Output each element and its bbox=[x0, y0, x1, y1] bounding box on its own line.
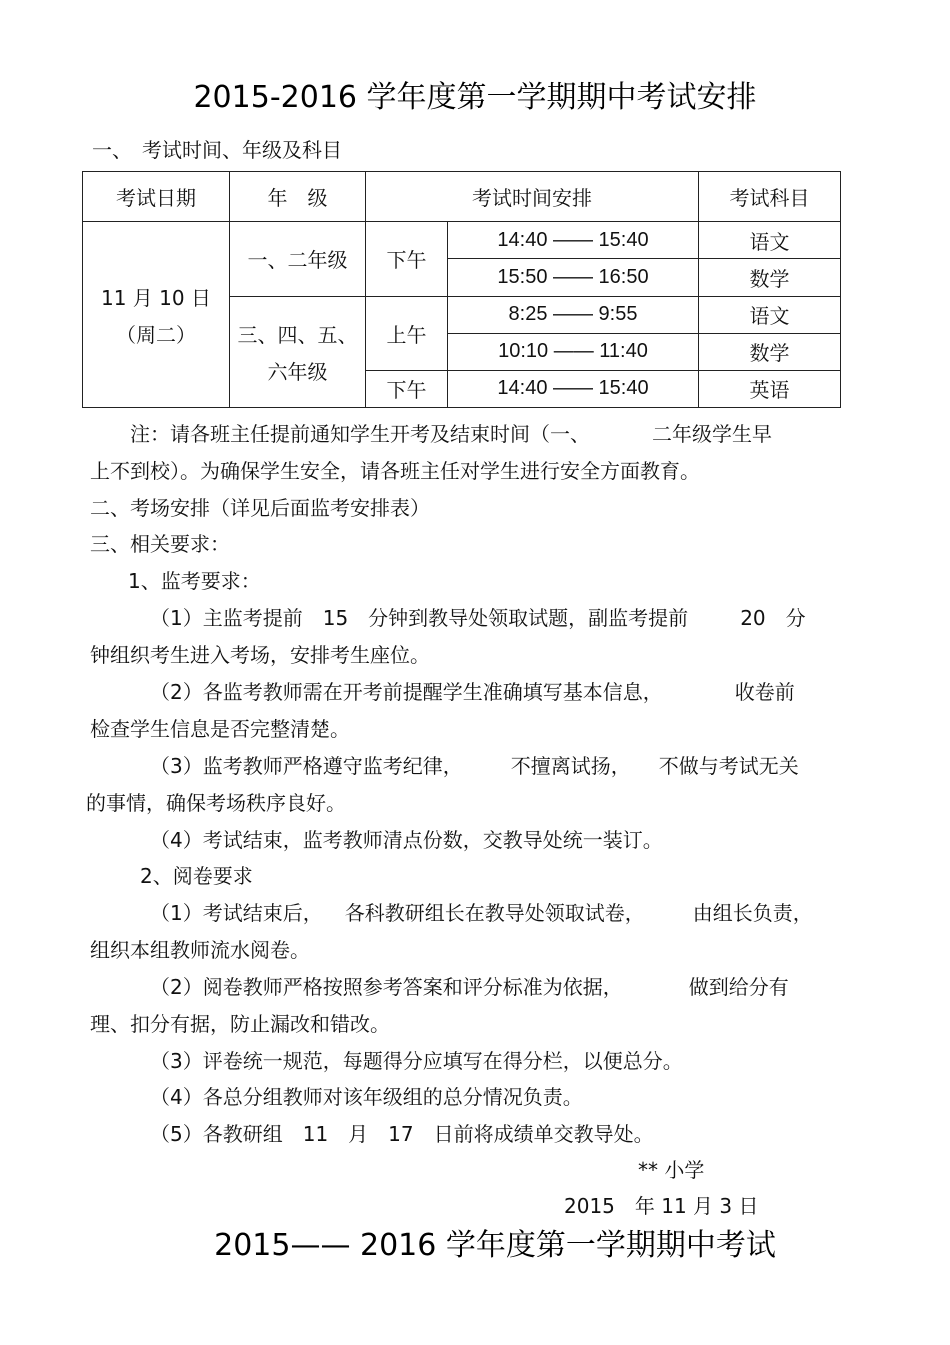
subject-cell: 数学 bbox=[699, 333, 841, 370]
subject-cell: 语文 bbox=[699, 296, 841, 333]
grade-cell bbox=[230, 296, 366, 407]
paragraph-text: 做到给分有 bbox=[688, 975, 789, 999]
section-3-heading: 三、相关要求： bbox=[90, 532, 230, 556]
requirement-paragraph bbox=[150, 899, 813, 927]
requirement-paragraph: （5）各教研组 11 月 17 日前将成绩单交教导处。 bbox=[150, 1122, 654, 1146]
paragraph-text: 收卷前 bbox=[734, 680, 795, 704]
section-1-heading: 一、 考试时间、年级及科目 bbox=[92, 138, 342, 162]
time-cell: 15:50 —— 16:50 bbox=[448, 259, 699, 296]
table-header-row bbox=[83, 172, 841, 222]
page-title: 2015-2016 学年度第一学期期中考试安排 bbox=[193, 80, 757, 115]
requirement-paragraph: （3）评卷统一规范，每题得分应填写在得分栏，以便总分。 bbox=[150, 1049, 683, 1073]
section-2-heading: 二、考场安排（详见后面监考安排表） bbox=[90, 496, 430, 520]
requirement-1-heading: 1、监考要求： bbox=[128, 569, 261, 593]
header-grade: 年 级 bbox=[230, 172, 366, 222]
grade-cell: 一、二年级 bbox=[230, 222, 366, 296]
note-line-1 bbox=[130, 420, 772, 448]
grade-line: 六年级 bbox=[267, 359, 328, 384]
paragraph-text: （2）各监考教师需在开考前提醒学生准确填写基本信息， bbox=[150, 680, 663, 704]
requirement-paragraph: （4）考试结束，监考教师清点份数，交教导处统一装订。 bbox=[150, 828, 663, 852]
paragraph-text: 不擅离试扬， bbox=[510, 754, 631, 778]
header-time-arrangement: 考试时间安排 bbox=[366, 172, 699, 222]
requirement-paragraph bbox=[150, 752, 799, 780]
header-exam-date: 考试日期 bbox=[83, 172, 230, 222]
exam-date: 11 月 10 日 bbox=[101, 285, 211, 310]
requirement-paragraph: 钟组织考生进入考场，安排考生座位。 bbox=[90, 643, 430, 667]
subject-cell: 语文 bbox=[699, 222, 841, 259]
time-cell: 10:10 —— 11:40 bbox=[448, 333, 699, 370]
table-row bbox=[83, 222, 841, 259]
paragraph-text: （3）监考教师严格遵守监考纪律， bbox=[150, 754, 463, 778]
requirement-paragraph: 的事情，确保考场秩序良好。 bbox=[86, 791, 346, 815]
requirement-paragraph: 理、扣分有据，防止漏改和错改。 bbox=[90, 1012, 390, 1036]
period-cell: 下午 bbox=[366, 222, 448, 296]
requirement-paragraph: （4）各总分组教师对该年级组的总分情况负责。 bbox=[150, 1085, 583, 1109]
subject-cell: 英语 bbox=[699, 370, 841, 407]
paragraph-text: 由组长负责， bbox=[692, 901, 813, 925]
exam-date-cell bbox=[83, 222, 230, 408]
paragraph-text: （1）主监考提前 15 分钟到教导处领取试题，副监考提前 bbox=[150, 606, 689, 630]
paragraph-text: 不做与考试无关 bbox=[658, 754, 799, 778]
requirement-paragraph: 检查学生信息是否完整清楚。 bbox=[90, 717, 350, 741]
note-text: 注：请各班主任提前通知学生开考及结束时间（一、 bbox=[130, 422, 590, 446]
signature-school: ** 小学 bbox=[638, 1158, 705, 1182]
paragraph-text: （1）考试结束后， bbox=[150, 901, 323, 925]
time-cell: 14:40 —— 15:40 bbox=[448, 222, 699, 259]
paragraph-text: （2）阅卷教师严格按照参考答案和评分标准为依据， bbox=[150, 975, 623, 999]
header-subject: 考试科目 bbox=[699, 172, 841, 222]
signature-date: 2015 年 11 月 3 日 bbox=[564, 1194, 759, 1218]
note-line-2: 上不到校）。为确保学生安全，请各班主任对学生进行安全方面教育。 bbox=[90, 459, 700, 483]
exam-schedule-table bbox=[82, 171, 841, 408]
requirement-2-heading: 2、阅卷要求 bbox=[140, 864, 253, 888]
time-cell: 14:40 —— 15:40 bbox=[448, 370, 699, 407]
paragraph-text: 各科教研组长在教导处领取试卷， bbox=[344, 901, 645, 925]
period-cell: 下午 bbox=[366, 370, 448, 407]
requirement-paragraph bbox=[150, 678, 795, 706]
next-page-title: 2015—— 2016 学年度第一学期期中考试 bbox=[214, 1228, 776, 1263]
requirement-paragraph bbox=[150, 604, 806, 632]
period-cell: 上午 bbox=[366, 296, 448, 370]
exam-weekday: （周二） bbox=[116, 322, 196, 347]
paragraph-text: 20 分 bbox=[740, 606, 806, 630]
requirement-paragraph: 组织本组教师流水阅卷。 bbox=[90, 938, 310, 962]
time-cell: 8:25 —— 9:55 bbox=[448, 296, 699, 333]
subject-cell: 数学 bbox=[699, 259, 841, 296]
grade-line: 三、四、五、 bbox=[237, 322, 358, 347]
note-text: 二年级学生早 bbox=[652, 422, 772, 446]
requirement-paragraph bbox=[150, 973, 789, 1001]
